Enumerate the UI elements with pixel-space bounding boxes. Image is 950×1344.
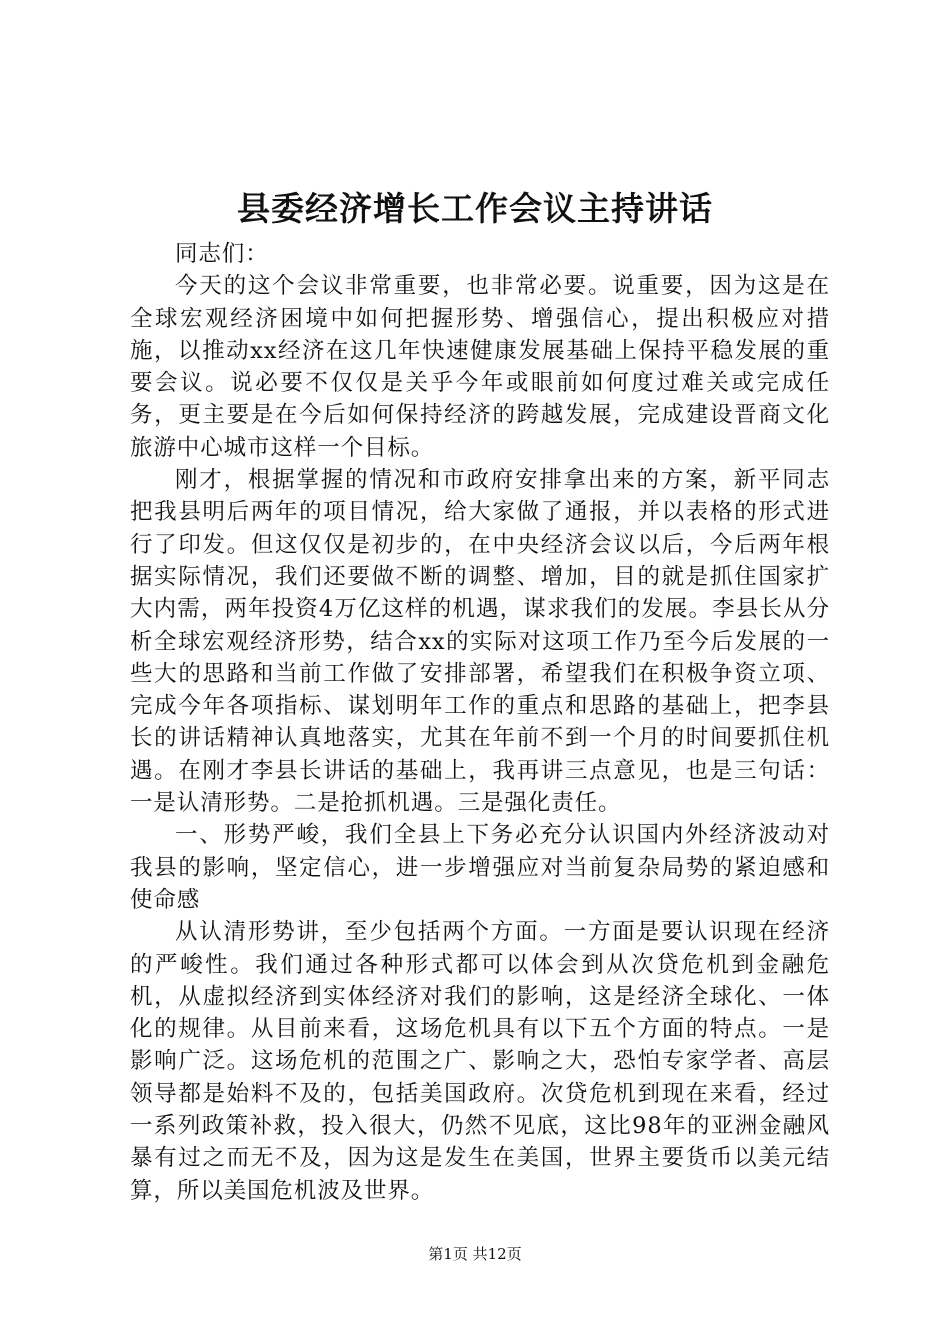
paragraph: 刚才，根据掌握的情况和市政府安排拿出来的方案，新平同志把我县明后两年的项目情况，给大家做了通报，并以表格的形式进行了印发。但这仅仅是初步的，在中央经济会议以后，今后两年根据实际情况，我们还要做不断的调整、增加，目的就是抓住国家扩大内需，两年投资4万亿这样的机遇，谋求我们的发展。李县长从分析全球宏观经济形势，结合xx的实际对这项工作乃至今后发展的一些大的思路和当前工作做了安排部署，希望我们在积极争资立项、完成今年各项指标、谋划明年工作的重点和思路的基础上，把李县长的讲话精神认真地落实，尤其在年前不到一个月的时间要抓住机遇。在刚才李县长讲话的基础上，我再讲三点意见，也是三句话：一是认清形势。二是抢抓机遇。三是强化责任。 bbox=[130, 467, 830, 817]
section-heading: 一、形势严峻，我们全县上下务必充分认识国内外经济波动对我县的影响，坚定信心，进一步增强应对当前复杂局势的紧迫感和使命感 bbox=[130, 822, 830, 913]
paragraph-salutation: 同志们： bbox=[175, 241, 269, 267]
paragraph: 今天的这个会议非常重要，也非常必要。说重要，因为这是在全球宏观经济困境中如何把握形势、增强信心，提出积极应对措施，以推动xx经济在这几年快速健康发展基础上保持平稳发展的重要会议。说必要不仅仅是关乎今年或眼前如何度过难关或完成任务，更主要是在今后如何保持经济的跨越发展，完成建设晋商文化旅游中心城市这样一个目标。 bbox=[130, 273, 830, 461]
document-body bbox=[130, 238, 830, 1207]
page-number: 第1页 共12页 bbox=[428, 1245, 522, 1263]
document-title: 县委经济增长工作会议主持讲话 bbox=[237, 189, 713, 228]
paragraph: 从认清形势讲，至少包括两个方面。一方面是要认识现在经济的严峻性。我们通过各种形式都可以体会到从次贷危机到金融危机，从虚拟经济到实体经济对我们的影响，这是经济全球化、一体化的规律。从目前来看，这场危机具有以下五个方面的特点。一是影响广泛。这场危机的范围之广、影响之大，恐怕专家学者、高层领导都是始料不及的，包括美国政府。次贷危机到现在来看，经过一系列政策补救，投入很大，仍然不见底，这比98年的亚洲金融风暴有过之而无不及，因为这是发生在美国，世界主要货币以美元结算，所以美国危机波及世界。 bbox=[130, 919, 830, 1204]
page-footer bbox=[0, 1244, 950, 1264]
